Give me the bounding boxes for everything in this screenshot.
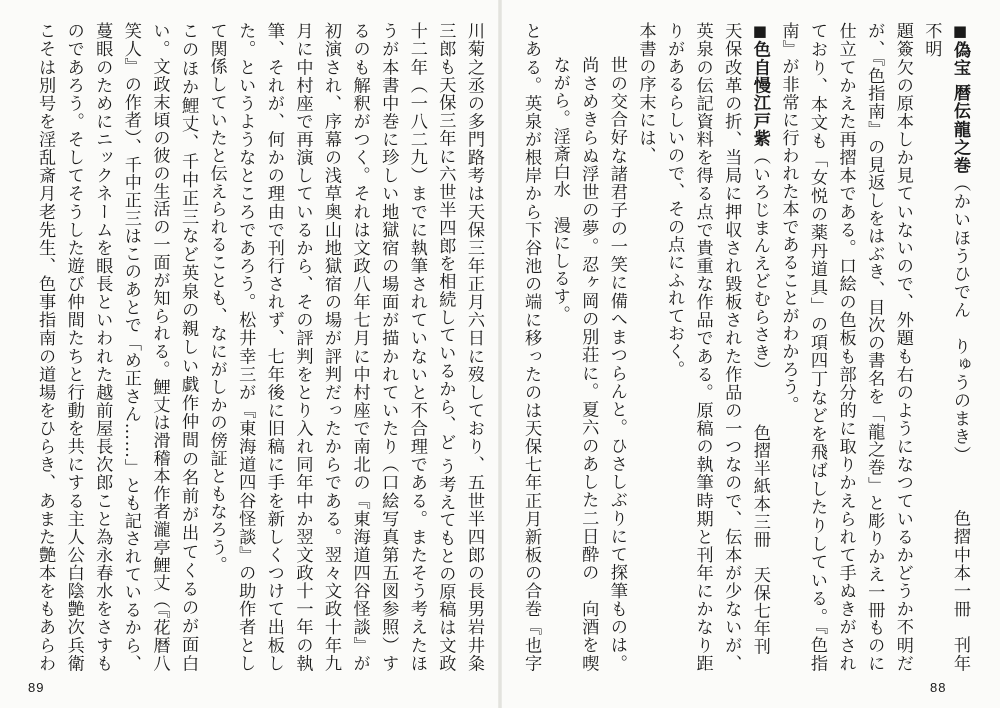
page-number-left: 89 (28, 680, 45, 695)
page-number-right: 88 (930, 680, 947, 695)
paragraph: 天保改革の折、当局に押収され毀板された作品の一つなので、伝本が少ないが、英泉の伝記資料を得る点で貴重な作品である。原稿の執筆時期と刊年にかなり距りがあるらしいので、その点にふれておく。 (664, 22, 742, 672)
paragraph: このほか鯉丈、千中正三など英泉の親しい戯作仲間の名前が出てくるのが面白い。文政末頃の彼の生活の一面が知られる。鯉丈は滑稽本作者瀧亭鯉丈（『花暦八笑人』の作者）、千中正三はこのあとで「め正さん……」とも記されているから、蔓眼のためにニックネームを眼長といわれた越前屋長次郎こと為永春水をさすものであろう。そしてそうした遊び仲間たちと行動を共にする主人公白陰艶次兵衛こそは別号を淫乱斎月老先生、色事指南の道場をひらき、あまた艶本をもあらわ (35, 22, 199, 672)
left-page-text (28, 22, 488, 672)
heading-kaiho-hiden: ■偽宝 暦伝龍之巻（かいほうひでん りゅうのまき） 色摺中本一冊 刊年不明 (921, 22, 970, 672)
quotation: 世の交合好な諸君子の一笑に備へまつらんと。ひさしぶりにて探筆ものは。尚さめきらぬ浮世の夢。忍ヶ岡の別荘に。夏六のあした二日酔の 向酒を喫ながら。淫斎白水 漫にしるす。 (549, 56, 627, 672)
left-page (28, 22, 488, 672)
paragraph: とある。英泉が根岸から下谷池の端に移ったのは天保七年正月新板の合巻『也字 (521, 22, 542, 672)
gutter (498, 0, 502, 708)
paragraph: 題簽欠の原本しか見ていないので、外題も右のようになつているかどうか不明だが、『色指南』の見返しをはぶき、目次の書名を「龍之巻」と彫りかえ一冊ものに仕立てかえた再摺本である。口絵の色板も部分的に取りかえられて手ぬきがされており、本文も「女悦の薬丹道具」の項四丁などを飛ばしたりしている。『色指南』が非常に行われた本であることがわかろう。 (778, 22, 913, 672)
paragraph: 本書の序末には、 (635, 22, 656, 165)
right-page (518, 22, 974, 672)
paragraph: 川菊之丞の多門路考は天保三年正月六日に歿しており、五世半四郎の長男岩井粂三郎も天保三年に六世半四郎を相続しているから、ど う考えてもとの原稿は文政十二年（一八二九）までに執筆されていないと不合理である。またそう考えたほうが本書中巻に珍しい地獄宿の場面が描かれていたり（口絵写真第五図参照）するのも解釈がつく。それは文政八年七月に中村座で南北の『東海道四谷怪談』が初演され、序幕の浅草奥山地獄宿の場が評判だったからである。翌々文政十年九月に中村座で再演しているから、その評判をとり入れ同年中か翌文政十一年の執筆、それが、何かの理由で刊行されず、七年後に旧稿に手を新しくつけて出板した。というようなところであろう。松井幸三が『東海道四谷怪談』の助作者として関係していたと伝えられることも、なにがしかの傍証ともなろう。 (206, 22, 484, 672)
right-page-text (518, 22, 974, 672)
heading-irojiman: ■色自慢江戸紫（いろじまんえどむらさき） 色摺半紙本三冊 天保七年刊 (749, 22, 770, 656)
